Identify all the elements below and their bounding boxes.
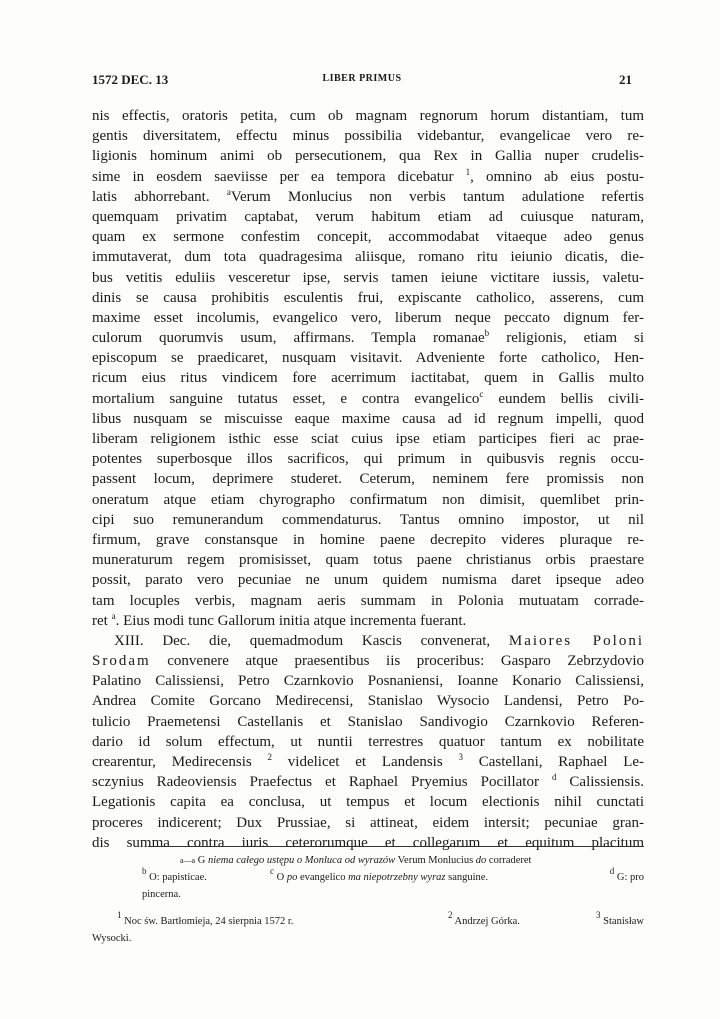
footnote-mark: 2 (267, 752, 272, 762)
footnote-label: 3 (596, 910, 601, 920)
text-line: dario id solum effectum, ut nuntii terrestres quatuor tantum ex nobilitate (92, 733, 644, 750)
footnote-label: 2 (448, 910, 453, 920)
text-line: bus vetitis eduliis vesceretur ipse, servis tamen ieiune victitare iussis, valetu- (92, 269, 644, 286)
text-line: Andrea Comite Gorcano Medirecensi, Stanislao Wysocio Landensi, Petro Po- (92, 693, 644, 710)
text-line: dis summa contra iuris ceterorumque et collegarum et equitum placitum (92, 834, 644, 851)
text-line: oneratum atque etiam chyrographo confirmatum non dimisit, quemlibet prin- (92, 491, 644, 508)
footnote-mark: a (226, 186, 231, 197)
running-header (92, 72, 632, 92)
note-line: a—a G niema całego ustępu o Monluca od wyrazów Verum Monlucius do corraderet (180, 855, 532, 866)
page-number: 21 (619, 72, 632, 87)
text-line: possit, parato vero pecuniae ne unum quidem numisma daret ipseque adeo (92, 572, 644, 589)
note-line: pincerna. (142, 889, 181, 900)
text-line: sczynius Radeoviensis Praefectus et Raphael Pryemius Pocillator $^d$ Calissiensis. (92, 772, 644, 791)
footnote-mark: c (479, 388, 484, 399)
text-line: quam ex sermone confestim concepit, accommodabat vitaeque adeo genus (92, 229, 644, 246)
main-text (92, 106, 644, 853)
text-line: gentis diversitatem, effectu minus possibilia videbantur, evangelicae vero re- (92, 128, 644, 145)
text-line: immutaverat, dum tota quadragesima aliisque, romano ritu ieiunio dicatis, die- (92, 249, 644, 266)
footnote-line: $^1$ Noc św. Bartłomieja, 24 sierpnia 1572 r. $^2$ Andrzej Górka. $^3$ Stanisław (117, 910, 644, 927)
text-line: ret $^a$. Eius modi tunc Gallorum initia atque incrementa fuerant. (92, 610, 467, 629)
text-line: ricum eius ritus vindicem fore acerrimum iactitabat, quem in Gallis multo (92, 370, 644, 387)
note-label: d (609, 866, 615, 876)
text-line: potentes superbosque illos sacrificos, qui primum in quibusvis regnis occu- (92, 451, 644, 468)
text-line: Srodam convenere atque praesentibus iis proceribus: Gasparo Zebrzydovio (92, 653, 644, 670)
note-label: b (142, 866, 147, 876)
header-date: 1572 DEC. 13 (92, 72, 169, 87)
note-label: a—a (180, 856, 196, 865)
text-line: quemquam privatim captabat, verum habitum etiam ad cuiusque naturam, (92, 208, 644, 225)
text-line: XIII. Dec. die, quemadmodum Kascis convenerat, Maiores Poloni (114, 632, 644, 649)
text-line: episcopum se praedicaret, nusquam visitavit. Adveniente forte catholico, Hen- (92, 350, 644, 367)
text-line: muneraturum regem promisisset, quam totus paene christianus orbis praestare (92, 552, 644, 569)
text-line: liberam religionem isthic esse sciat cuius ipse etiam participes fieri ac prae- (92, 431, 644, 447)
footnote-label: 1 (117, 910, 122, 920)
text-line: libus nusquam se miscuisse eaque maxime causa ad id regnum impelli, quod (92, 410, 644, 427)
footnote-divider (148, 846, 644, 847)
header-title: LIBER PRIMUS (322, 73, 402, 84)
text-line: sime in eosdem saeviisse per ea tempora dicebatur $^1$, omnino ab eius postu- (92, 166, 644, 185)
apparatus-notes (92, 852, 644, 947)
text-line: tam locuples verbis, magnam aeris summam in Polonia mutuatam corrade- (92, 592, 644, 609)
footnote-mark: a (111, 610, 116, 621)
text-line: proceres indicerent; Dux Prussiae, si attineat, eidem intersit; pecuniae gran- (92, 814, 644, 831)
text-line: Palatino Calissiensi, Petro Czarnkovio Posnaniensi, Ioanne Konario Calissiensi, (92, 673, 644, 690)
note-label: c (270, 866, 274, 876)
footnote-mark: d (551, 772, 557, 783)
text-line: maxime esset incolumis, evangelico vero, liberum neque peccato dignum fer- (92, 309, 644, 326)
text-line: cipi suo remunerandum commendaturus. Tantus omnino impostor, ut nil (92, 511, 644, 528)
footnote-line: Wysocki. (92, 933, 132, 944)
note-line: $^b$ O: papisticae. $^c$ O po evangelico ma niepotrzebny wyraz sanguine. $^d$ G: pro (142, 866, 644, 883)
text-line: ligionis hominum animi ob persecutionem, qua Rex in Gallia nuper crudelis- (92, 148, 644, 165)
text-line: nis effectis, oratoris petita, cum ob magnam regnorum horum distantiam, tum (92, 108, 644, 124)
text-line: latis abhorrebant. $^a$Verum Monlucius non verbis tantum adulatione refertis (92, 186, 644, 205)
text-line: crearentur, Medirecensis $^2$ videlicet et Landensis $^3$ Castellani, Raphael Le- (92, 752, 644, 770)
text-line: mortalium sanguine tutatus esset, e contra evangelico$^c$ eundem bellis civili- (92, 388, 644, 407)
text-line: tulicio Praemetensi Castellanis et Stanislao Sandivogio Czarnkovio Referen- (92, 713, 644, 730)
text-line: firmum, grave constansque in homine paene decrepito videres pluraque re- (92, 531, 644, 548)
text-line: culorum quorumvis usum, affirmans. Templa romanae$^b$ religionis, etiam si (92, 328, 644, 347)
text-line: dinis se causa prohibitis esculentis frui, expiscante catholico, asserens, cum (92, 289, 644, 306)
text-line: Legationis capita ea conclusa, ut tempus et locum electionis nihil cunctati (92, 794, 644, 811)
footnote-mark: 3 (458, 752, 463, 762)
footnote-mark: b (484, 328, 490, 339)
text-line: passent locum, deprimere studeret. Ceterum, neminem fere promissis non (92, 471, 644, 488)
footnote-mark: 1 (465, 166, 471, 177)
